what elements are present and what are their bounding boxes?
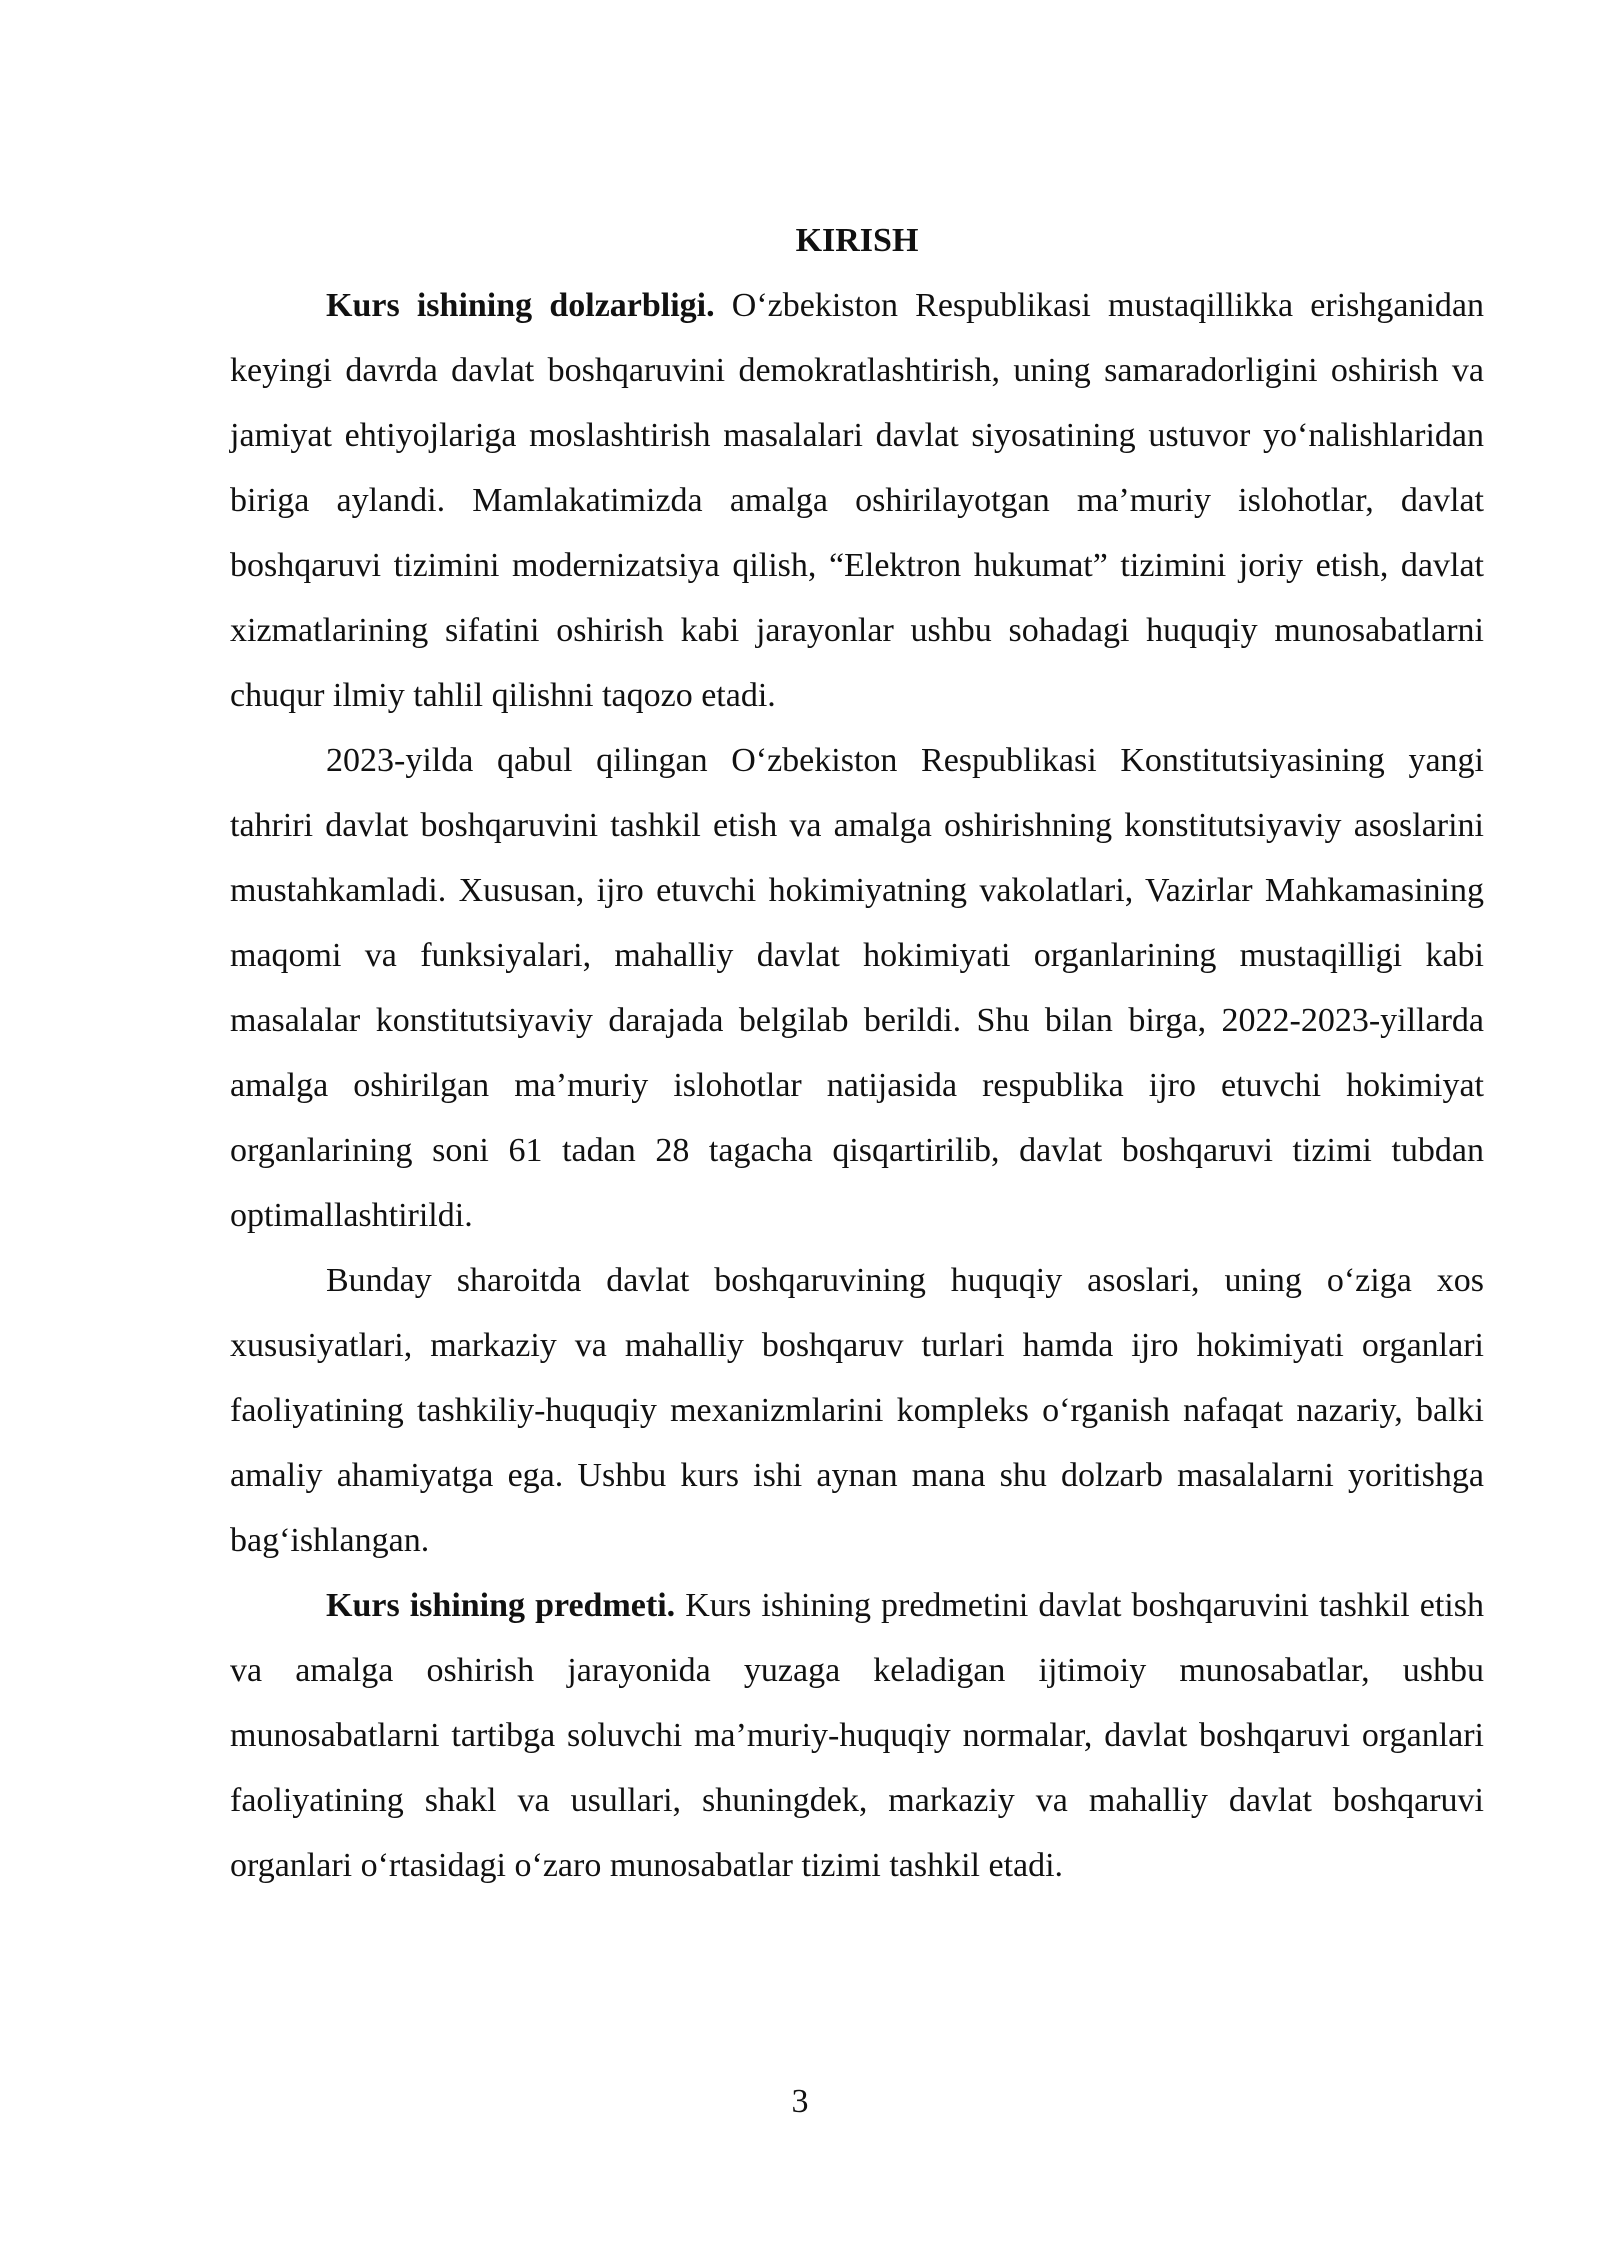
paragraph-text-conditions: Bunday sharoitda davlat boshqaruvining huquqiy asoslari, uning o‘ziga xos xususiyatlari, markaziy va mahalliy boshqaruv turlari hamda ijro hokimiyati organlari faoliyatining tashkiliy-huquqiy mexanizmlarini kompleks o‘rganish nafaqat nazariy, balki amaliy ahamiyatga ega. Ushbu kurs ishi aynan mana shu dolzarb masalalarni yoritishga bag‘ishlangan. [230, 1262, 1484, 1559]
section-heading: KIRISH [795, 222, 919, 259]
paragraph-text-relevance: O‘zbekiston Respublikasi mustaqillikka erishganidan keyingi davrda davlat boshqaruvini demokratlashtirish, uning samaradorligini oshirish va jamiyat ehtiyojlariga moslashtirish masalalari davlat siyosatining ustuvor yo‘nalishlaridan biriga aylandi. Mamlakatimizda amalga oshirilayotgan ma’muriy islohotlar, davlat boshqaruvi tizimini modernizatsiya qilish, “Elektron hukumat” tizimini joriy etish, davlat xizmatlarining sifatini oshirish kabi jarayonlar ushbu sohadagi huquqiy munosabatlarni chuqur ilmiy tahlil qilishni taqozo etadi. [230, 287, 1484, 714]
paragraph-relevance [230, 273, 1484, 728]
paragraph-lead-subject: Kurs ishining predmeti. [326, 1587, 676, 1624]
paragraph-subject [230, 1573, 1484, 1898]
page-content [230, 208, 1484, 1898]
paragraph-conditions [230, 1248, 1484, 1573]
paragraph-lead-relevance: Kurs ishining dolzarbligi. [326, 287, 715, 324]
page-number: 3 [791, 2083, 809, 2120]
paragraph-text-subject: Kurs ishining predmetini davlat boshqaruvini tashkil etish va amalga oshirish jarayonida yuzaga keladigan ijtimoiy munosabatlar, ushbu munosabatlarni tartibga soluvchi ma’muriy-huquqiy normalar, davlat boshqaruvi organlari faoliyatining shakl va usullari, shuningdek, markaziy va mahalliy davlat boshqaruvi organlari o‘rtasidagi o‘zaro munosabatlar tizimi tashkil etadi. [230, 1587, 1484, 1884]
paragraph-text-constitution: 2023-yilda qabul qilingan O‘zbekiston Respublikasi Konstitutsiyasining yangi tahriri davlat boshqaruvini tashkil etish va amalga oshirishning konstitutsiyaviy asoslarini mustahkamladi. Xususan, ijro etuvchi hokimiyatning vakolatlari, Vazirlar Mahkamasining maqomi va funksiyalari, mahalliy davlat hokimiyati organlarining mustaqilligi kabi masalalar konstitutsiyaviy darajada belgilab berildi. Shu bilan birga, 2022-2023-yillarda amalga oshirilgan ma’muriy islohotlar natijasida respublika ijro etuvchi hokimiyat organlarining soni 61 tadan 28 tagacha qisqartirilib, davlat boshqaruvi tizimi tubdan optimallashtirildi. [230, 742, 1484, 1234]
paragraph-constitution [230, 728, 1484, 1248]
